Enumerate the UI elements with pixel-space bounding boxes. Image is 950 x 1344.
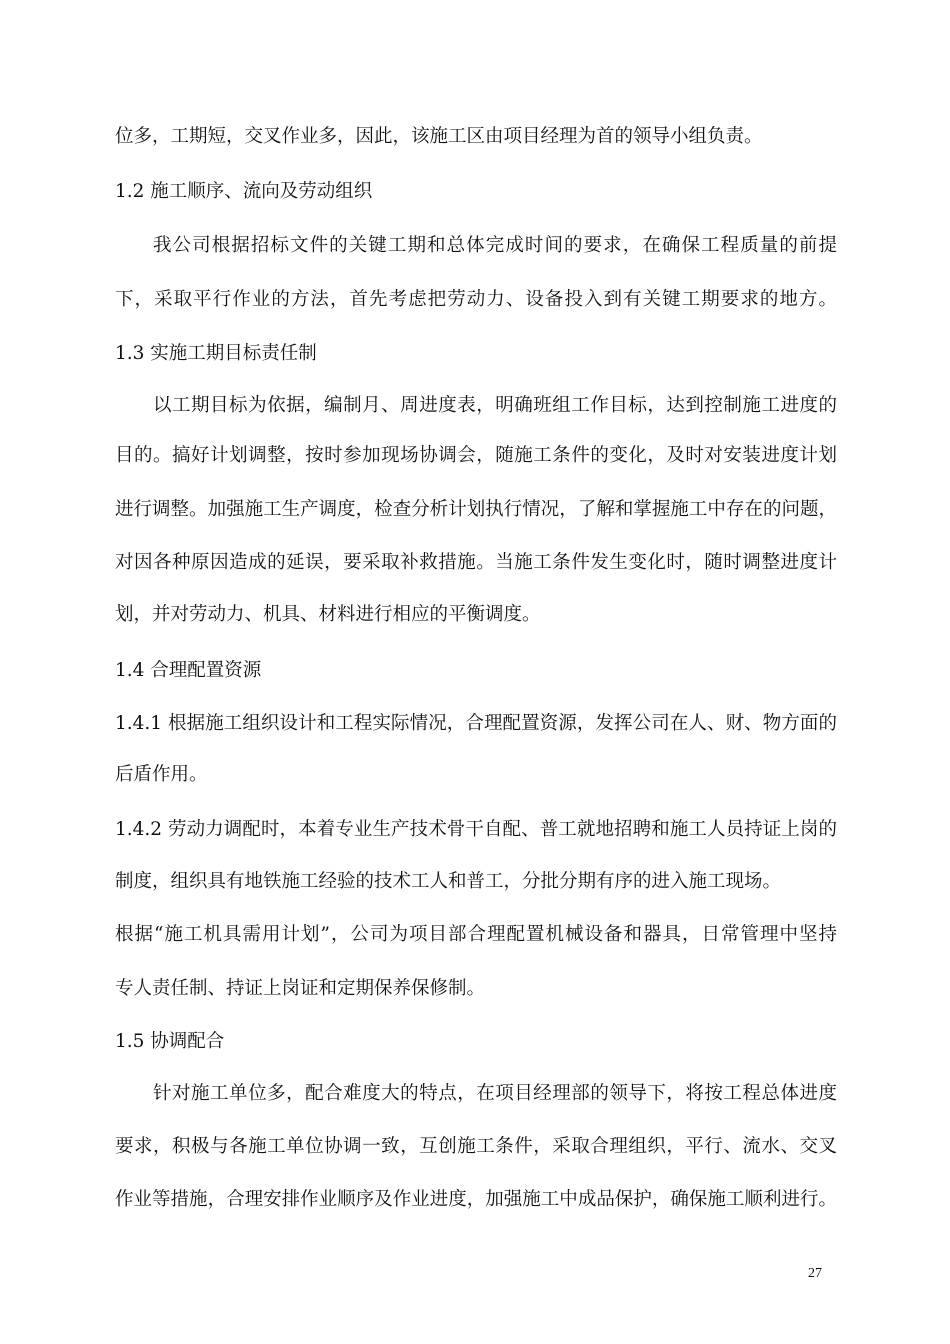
paragraph-line: 以工期目标为依据，编制月、周进度表，明确班组工作目标，达到控制施工进度的 (153, 395, 837, 416)
paragraph-line: 要求，积极与各施工单位协调一致，互创施工条件，采取合理组织，平行、流水、交叉 (115, 1136, 837, 1157)
paragraph-line: 1.4.2 劳动力调配时，本着专业生产技术骨干自配、普工就地招聘和施工人员持证上岗的 (115, 819, 837, 840)
paragraph-line: 位多，工期短，交叉作业多，因此，该施工区由项目经理为首的领导小组负责。 (115, 126, 763, 147)
paragraph-line: 下，采取平行作业的方法，首先考虑把劳动力、设备投入到有关键工期要求的地方。 (115, 289, 837, 310)
paragraph-line: 制度，组织具有地铁施工经验的技术工人和普工，分批分期有序的进入施工现场。 (115, 871, 782, 892)
paragraph-line: 划，并对劳动力、机具、材料进行相应的平衡调度。 (115, 604, 541, 625)
paragraph-line: 作业等措施，合理安排作业顺序及作业进度，加强施工中成品保护，确保施工顺利进行。 (115, 1189, 837, 1210)
paragraph-line: 针对施工单位多，配合难度大的特点，在项目经理部的领导下，将按工程总体进度 (153, 1083, 837, 1104)
page-number: 27 (808, 1266, 822, 1281)
paragraph-line: 专人责任制、持证上岗证和定期保养保修制。 (115, 978, 486, 999)
paragraph-line: 我公司根据招标文件的关键工期和总体完成时间的要求，在确保工程质量的前提 (153, 235, 837, 256)
paragraph-line: 目的。搞好计划调整，按时参加现场协调会，随施工条件的变化，及时对安装进度计划 (115, 445, 837, 466)
paragraph-line: 进行调整。加强施工生产调度，检查分析计划执行情况，了解和掌握施工中存在的问题， (115, 499, 837, 520)
paragraph-line: 根据“施工机具需用计划”，公司为项目部合理配置机械设备和器具，日常管理中坚持 (115, 924, 837, 945)
section-heading-1-3: 1.3 实施工期目标责任制 (115, 343, 317, 364)
paragraph-line: 1.4.1 根据施工组织设计和工程实际情况，合理配置资源，发挥公司在人、财、物方面的 (115, 713, 837, 734)
section-heading-1-4: 1.4 合理配置资源 (115, 660, 262, 681)
section-heading-1-2: 1.2 施工顺序、流向及劳动组织 (115, 181, 373, 202)
paragraph-line: 后盾作用。 (115, 764, 208, 785)
section-heading-1-5: 1.5 协调配合 (115, 1031, 225, 1052)
paragraph-line: 对因各种原因造成的延误，要采取补救措施。当施工条件发生变化时，随时调整进度计 (115, 552, 837, 573)
